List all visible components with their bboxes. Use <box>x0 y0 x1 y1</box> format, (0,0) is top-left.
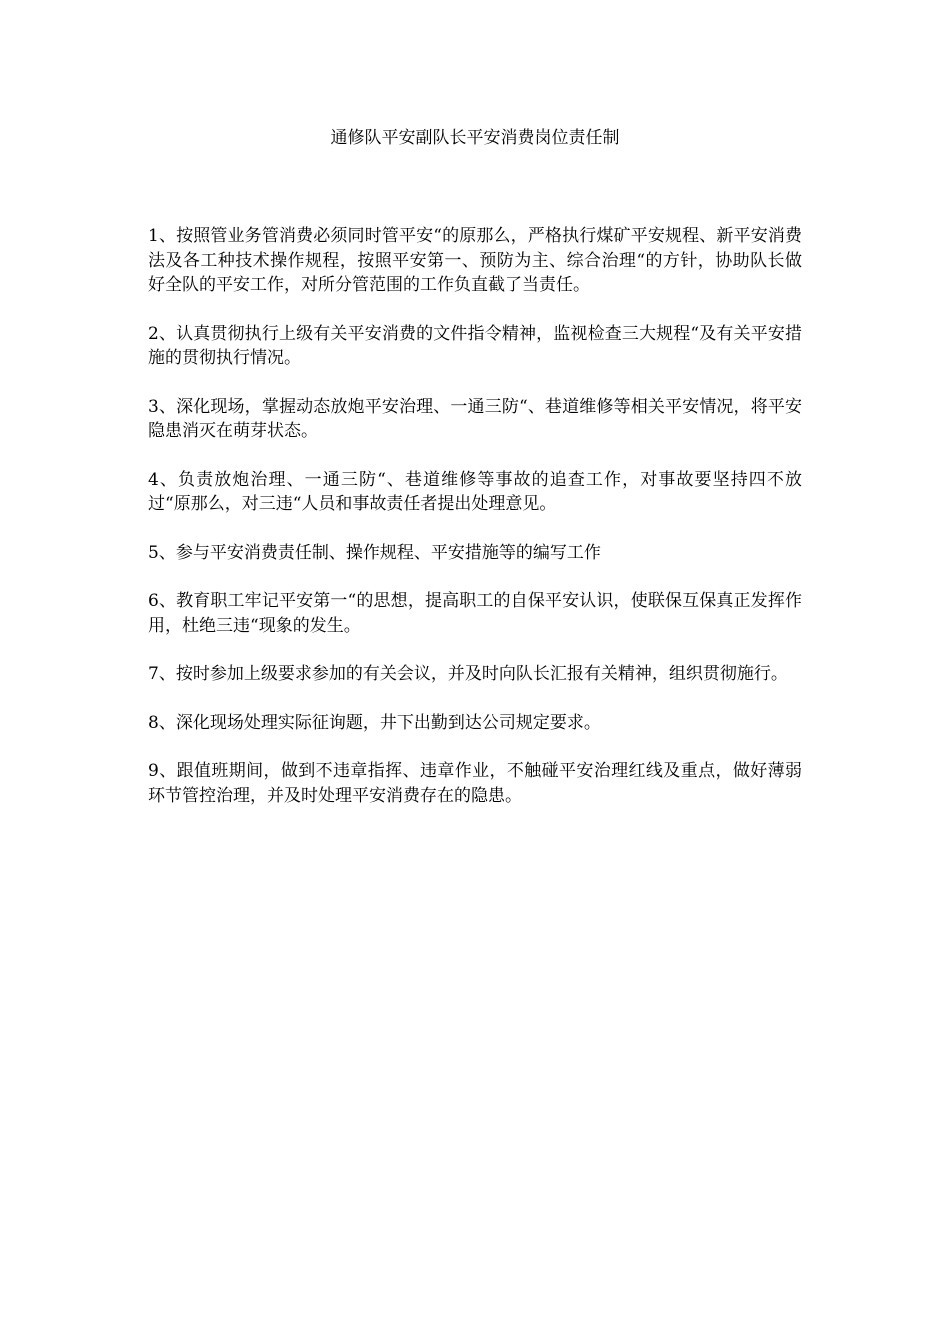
clause-list <box>148 224 802 832</box>
clause-8: 8、深化现场处理实际征询题，井下出勤到达公司规定要求。 <box>148 712 601 733</box>
clause-6: 6、教育职工牢记平安第一“的思想，提高职工的自保平安认识，使联保互保真正发挥作用，杜绝三违“现象的发生。 <box>148 591 802 636</box>
document-title: 通修队平安副队长平安消费岗位责任制 <box>330 128 620 148</box>
clause-9: 9、跟值班期间，做到不违章指挥、违章作业，不触碰平安治理红线及重点，做好薄弱环节管控治理，并及时处理平安消费存在的隐患。 <box>148 761 802 806</box>
clause-4: 4、负责放炮治理、一通三防“、巷道维修等事故的追查工作，对事故要坚持四不放过“原那么，对三违“人员和事故责任者提出处理意见。 <box>148 469 802 514</box>
clause-1: 1、按照管业务管消费必须同时管平安“的原那么，严格执行煤矿平安规程、新平安消费法及各工种技术操作规程，按照平安第一、预防为主、综合治理“的方针，协助队长做好全队的平安工作，对所分管范围的工作负直截了当责任。 <box>148 226 802 295</box>
clause-3: 3、深化现场，掌握动态放炮平安治理、一通三防“、巷道维修等相关平安情况，将平安隐患消灭在萌芽状态。 <box>148 396 802 441</box>
clause-5: 5、参与平安消费责任制、操作规程、平安措施等的编写工作 <box>148 542 601 563</box>
clause-2: 2、认真贯彻执行上级有关平安消费的文件指令精神，监视检查三大规程“及有关平安措施的贯彻执行情况。 <box>148 323 802 368</box>
clause-7: 7、按时参加上级要求参加的有关会议，并及时向队长汇报有关精神，组织贯彻施行。 <box>148 664 788 684</box>
